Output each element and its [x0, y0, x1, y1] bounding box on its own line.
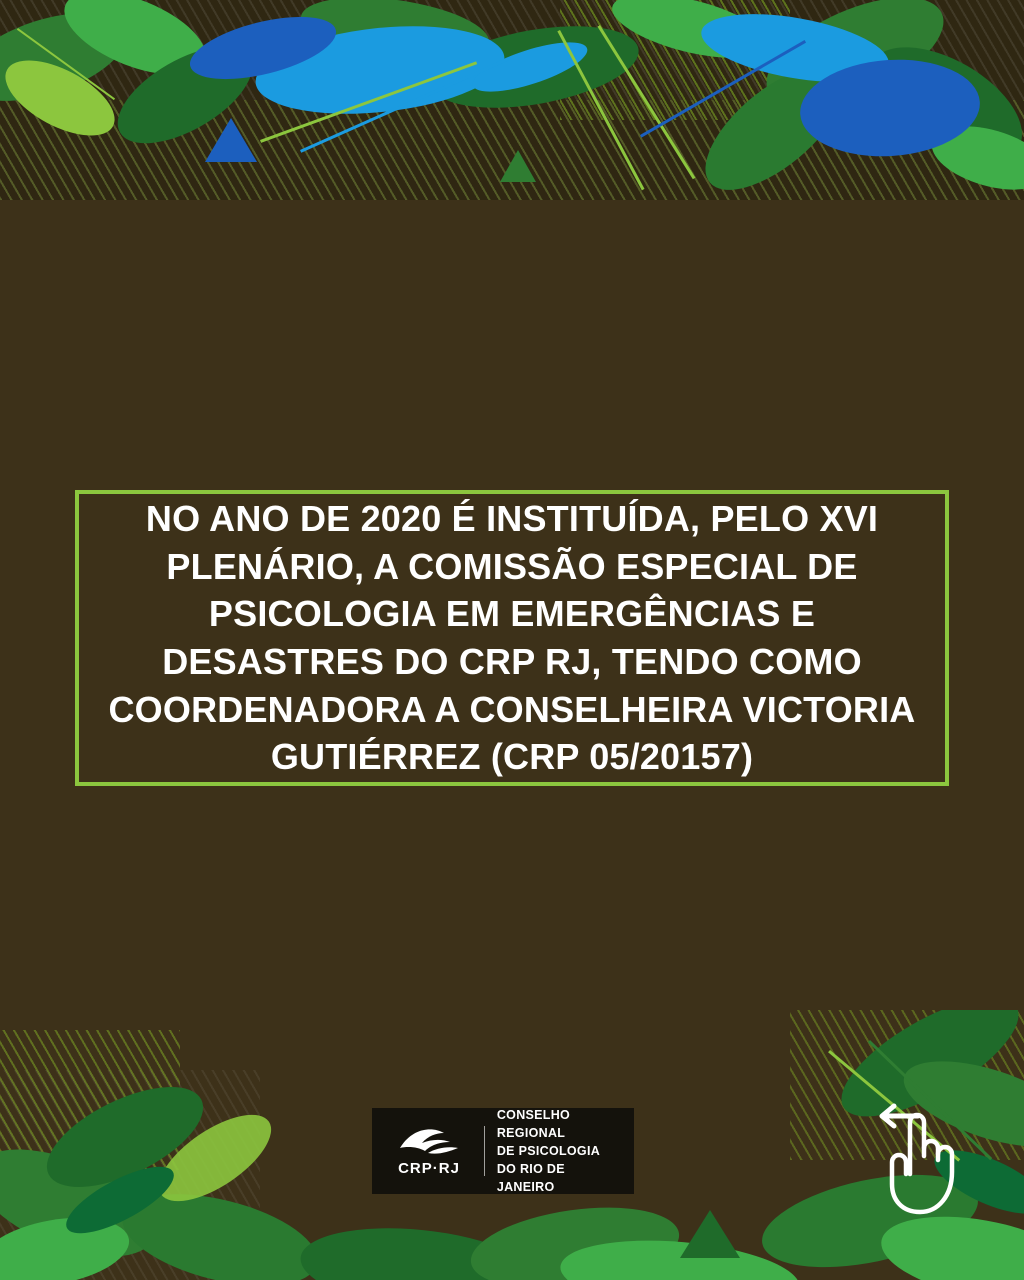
logo-divider [484, 1126, 485, 1176]
logo-line-3: DO RIO DE JANEIRO [496, 1162, 565, 1195]
triangle-shape [680, 1210, 740, 1258]
bird-wing-icon [398, 1126, 460, 1156]
triangle-shape [205, 118, 257, 162]
callout-box [75, 490, 949, 786]
logo-line-2: DE PSICOLOGIA [496, 1143, 601, 1158]
crp-rj-logo [372, 1108, 634, 1194]
top-decoration-band [0, 0, 1024, 200]
swipe-hand-icon[interactable] [866, 1100, 962, 1218]
logo-line-1: CONSELHO REGIONAL [496, 1107, 571, 1140]
logo-acronym: CRP·RJ [398, 1159, 460, 1177]
triangle-shape [500, 150, 536, 182]
logo-wordmark [497, 1106, 620, 1197]
callout-text: NO ANO DE 2020 É INSTITUÍDA, PELO XVI PLENÁRIO, A COMISSÃO ESPECIAL DE PSICOLOGIA EM EMERGÊNCIAS E DESASTRES DO CRP RJ, TENDO COMO COORDENADORA A CONSELHEIRA VICTORIA GUTIÉRREZ (CRP 05/20157) [108, 498, 916, 778]
logo-mark [386, 1126, 472, 1177]
